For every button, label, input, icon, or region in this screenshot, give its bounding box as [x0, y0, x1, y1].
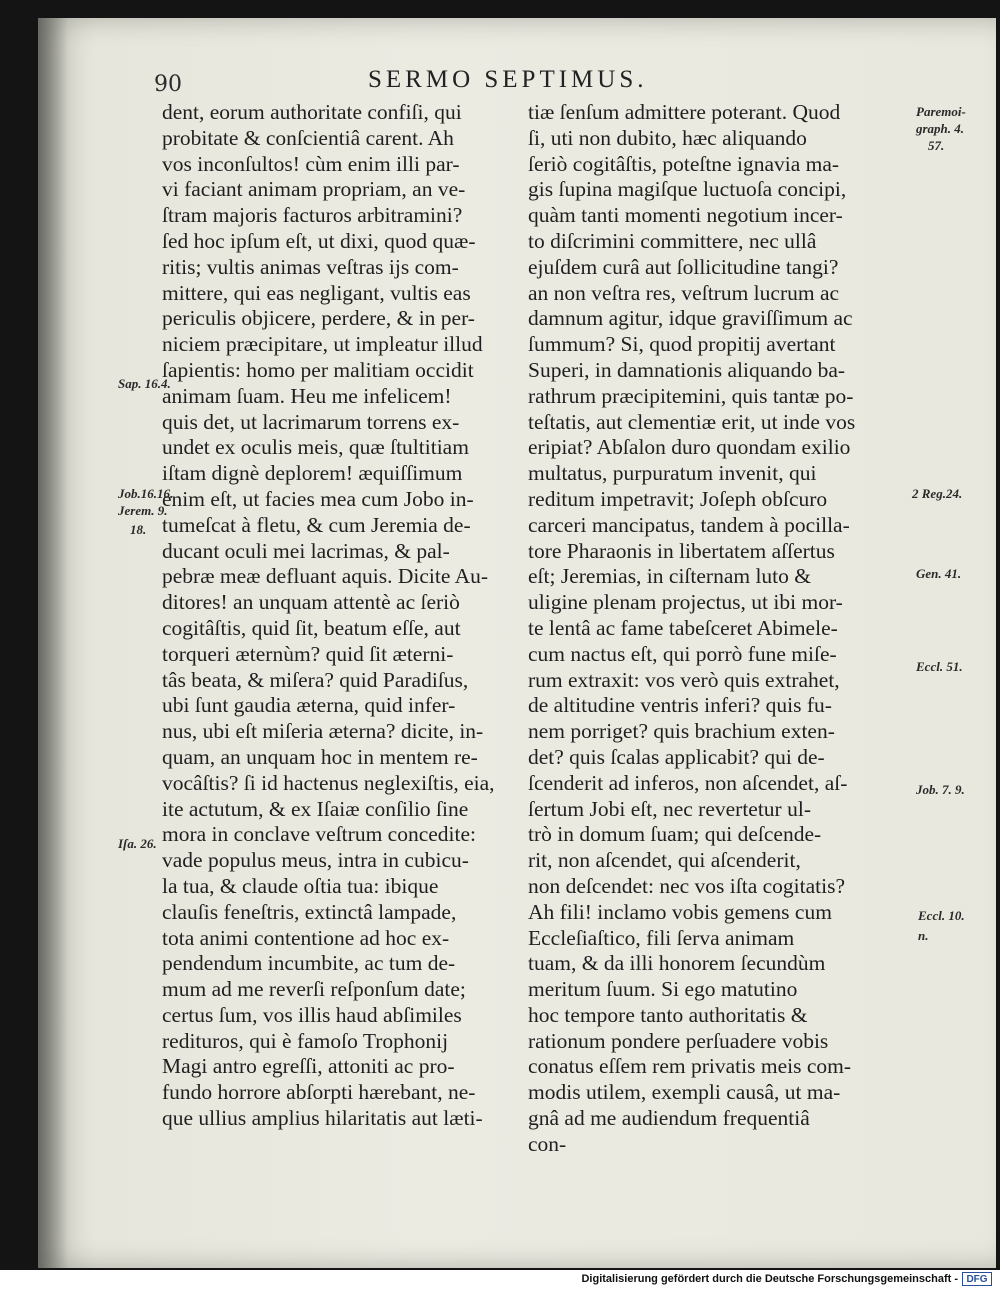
left-column-line: mittere, qui eas negligant, vultis eas [162, 280, 471, 305]
right-text-column [528, 100, 908, 1158]
margin-note-paremoi: Paremoi- [916, 104, 966, 119]
left-column-line: probitate & conſcientiâ carent. Ah [162, 125, 454, 150]
right-column-line: non deſcendet: nec vos iſta cogitatis? [528, 873, 846, 898]
right-column-line: de altitudine ventris inferi? quis fu- [528, 693, 832, 718]
left-text-column [162, 100, 522, 1132]
left-column-line: certus ſum, vos illis haud abſimiles [162, 1002, 462, 1027]
right-column-line: ſeriò cogitâſtis, poteſtne ignavia ma- [528, 151, 840, 176]
right-column-line: Eccleſiaſtico, fili ſerva animam [528, 925, 795, 950]
left-column-line: Magi antro egreſſi, attoniti ac pro- [162, 1054, 455, 1079]
left-column-line: fundo horrore abſorpti hærebant, ne- [162, 1080, 476, 1105]
left-column-line: ditores! an unquam attentè ac ſeriò [162, 590, 460, 615]
left-column-line: ſapientis: homo per malitiam occidit [162, 357, 474, 382]
right-column-line: an non veſtra res, veſtrum lucrum ac [528, 280, 840, 305]
right-column-line: meritum ſuum. Si ego matutino [528, 977, 798, 1002]
left-column-line: vi faciant animam propriam, an ve- [162, 177, 466, 202]
margin-note-job7: Job. 7. 9. [916, 782, 965, 797]
left-column-line: quam, an unquam hoc in mentem re- [162, 744, 478, 769]
right-column-line: quàm tanti momenti negotium incer- [528, 203, 843, 228]
right-column-line: eripiat? Abſalon duro quondam exilio [528, 435, 851, 460]
left-column-line: redituros, qui è famoſo Trophonij [162, 1028, 449, 1053]
left-column-line: pendendum incumbite, ac tum de- [162, 951, 456, 976]
left-column-line: dent, eorum authoritate confiſi, qui [162, 100, 462, 124]
page-gutter-shadow [38, 18, 68, 1268]
right-column-line: hoc tempore tanto authoritatis & [528, 1002, 808, 1027]
left-column-line: ite actutum, & ex Iſaiæ conſilio ſine [162, 796, 469, 821]
right-column-line: ejuſdem curâ aut ſollicitudine tangi? [528, 254, 839, 279]
left-column-line: clauſis feneſtris, extinctâ lampade, [162, 899, 457, 924]
left-column-line: ducant oculi mei lacrimas, & pal- [162, 538, 450, 563]
left-column-line: la tua, & claude oſtia tua: ibique [162, 873, 439, 898]
right-column-line: carceri mancipatus, tandem à pocilla- [528, 512, 850, 537]
left-column-line: torqueri æternùm? quid ſit æterni- [162, 641, 454, 666]
right-column-line: det? quis ſcalas applicabit? qui de- [528, 744, 825, 769]
right-column-line: rathrum præcipitemini, quis tantæ po- [528, 383, 854, 408]
left-column-line: quis det, ut lacrimarum torrens ex- [162, 409, 460, 434]
margin-note-jerem-verse: 18. [130, 522, 147, 537]
left-column-line: ſtram majoris facturos arbitramini? [162, 203, 463, 228]
right-column-line: gnâ ad me audiendum frequentiâ [528, 1106, 810, 1131]
margin-note-graph-verse: 57. [928, 138, 945, 153]
right-column-line: ſcenderit ad inferos, non aſcendet, aſ- [528, 770, 848, 795]
right-column-line: eſt; Jeremias, in ciſternam luto & [528, 564, 812, 589]
right-column-line: uligine plenam projectus, ut ibi mor- [528, 590, 843, 615]
left-column-line: cogitâſtis, quid ſit, beatum eſſe, aut [162, 615, 461, 640]
right-column-line: nem porriget? quis brachium exten- [528, 719, 835, 744]
left-column-line: iſtam dignè deplorem! æquiſſimum [162, 461, 463, 486]
margin-note-eccl51: Eccl. 51. [916, 659, 963, 674]
right-column-line: tore Pharaonis in libertatem aſſertus [528, 538, 835, 563]
left-column-line: tota animi contentione ad hoc ex- [162, 925, 450, 950]
right-column-line: multatus, purpuratum invenit, qui [528, 461, 817, 486]
right-column-line: gis ſupina magiſque luctuoſa concipi, [528, 177, 847, 202]
left-column-line: periculis objicere, perdere, & in per- [162, 306, 475, 331]
right-column-line: rum extraxit: vos verò quis extrahet, [528, 667, 840, 692]
right-column-line: teſtatis, aut clementiæ erit, ut inde vos [528, 409, 856, 434]
left-column-line: que ullius amplius hilaritatis aut læti- [162, 1106, 483, 1131]
right-column-line: ſi, uti non dubito, hæc aliquando [528, 125, 807, 150]
left-column-line: mora in conclave veſtrum concedite: [162, 822, 477, 847]
left-column-line: tâs beata, & miſera? quid Paradiſus, [162, 667, 469, 692]
right-column-line: trò in domum ſuam; qui deſcende- [528, 822, 822, 847]
left-column-line: tumeſcat à fletu, & cum Jeremia de- [162, 512, 471, 537]
left-column-line: vos inconſultos! cùm enim illi par- [162, 151, 460, 176]
margin-note-gen: Gen. 41. [916, 566, 962, 581]
right-column-line: rit, non aſcendet, qui aſcenderit, [528, 848, 801, 873]
left-column-line: nus, ubi eſt miſeria æterna? dicite, in- [162, 719, 484, 744]
margin-note-reg: 2 Reg.24. [912, 486, 963, 501]
dfg-logo: DFG [962, 1272, 992, 1286]
margin-note-eccl10-verse: n. [918, 928, 929, 943]
page-number: 90 [154, 72, 182, 97]
left-column-line: niciem præcipitare, ut impleatur illud [162, 332, 483, 357]
left-column-line: ubi ſunt gaudia æterna, quid infer- [162, 693, 456, 718]
right-column-line: modis utilem, exempli causâ, ut ma- [528, 1080, 841, 1105]
margin-note-eccl10: Eccl. 10. [918, 908, 965, 923]
left-column-line: ſed hoc ipſum eſt, ut dixi, quod quæ- [162, 228, 476, 253]
right-column-line: cum nactus eſt, qui porrò fune miſe- [528, 641, 837, 666]
margin-note-isa: Iſa. 26. [118, 836, 157, 851]
left-column-line: undet ex oculis meis, quæ ſtultitiam [162, 435, 469, 460]
margin-note-sap: Sap. 16.4. [118, 376, 171, 391]
right-column-line: ſertum Jobi eſt, nec revertetur ul- [528, 796, 811, 821]
digitization-credit: Digitalisierung gefördert durch die Deutsche Forschungsgemeinschaft - [581, 1273, 958, 1285]
margin-note-job: Job.16.16. [118, 486, 174, 501]
left-column-line: vade populus meus, intra in cubicu- [162, 848, 469, 873]
right-column-line: con- [528, 1131, 567, 1156]
left-column-line: vocâſtis? ſi id hactenus neglexiſtis, eia, [162, 770, 495, 795]
right-column-line: reditum impetravit; Joſeph obſcuro [528, 486, 828, 511]
right-column-line: to diſcrimini committere, nec ullâ [528, 228, 817, 253]
margin-note-graph: graph. 4. [916, 121, 965, 136]
right-column-line: damnum agitur, idque graviſſimum ac [528, 306, 853, 331]
right-column-line: Ah fili! inclamo vobis gemens cum [528, 899, 832, 924]
left-column-line: enim eſt, ut facies mea cum Jobo in- [162, 486, 474, 511]
right-column-line: conatus eſſem rem privatis meis com- [528, 1054, 852, 1079]
left-column-line: ritis; vultis animas veſtras ijs com- [162, 254, 459, 279]
right-column-line: Superi, in damnationis aliquando ba- [528, 357, 846, 382]
right-column-line: te lentâ ac fame tabeſceret Abimele- [528, 615, 838, 640]
running-head: SERMO SEPTIMUS. [368, 66, 648, 93]
left-column-line: animam ſuam. Heu me infelicem! [162, 383, 452, 408]
right-column-line: ſummum? Si, quod propitij avertant [528, 332, 836, 357]
right-column-line: rationum pondere perſuadere vobis [528, 1028, 829, 1053]
margin-note-jerem: Jerem. 9. [118, 503, 168, 518]
right-column-line: tuam, & da illi honorem ſecundùm [528, 951, 826, 976]
left-column-line: pebræ meæ defluant aquis. Dicite Au- [162, 564, 489, 589]
right-column-line: tiæ ſenſum admittere poterant. Quod [528, 100, 841, 124]
left-column-line: mum ad me reverſi reſponſum date; [162, 977, 466, 1002]
